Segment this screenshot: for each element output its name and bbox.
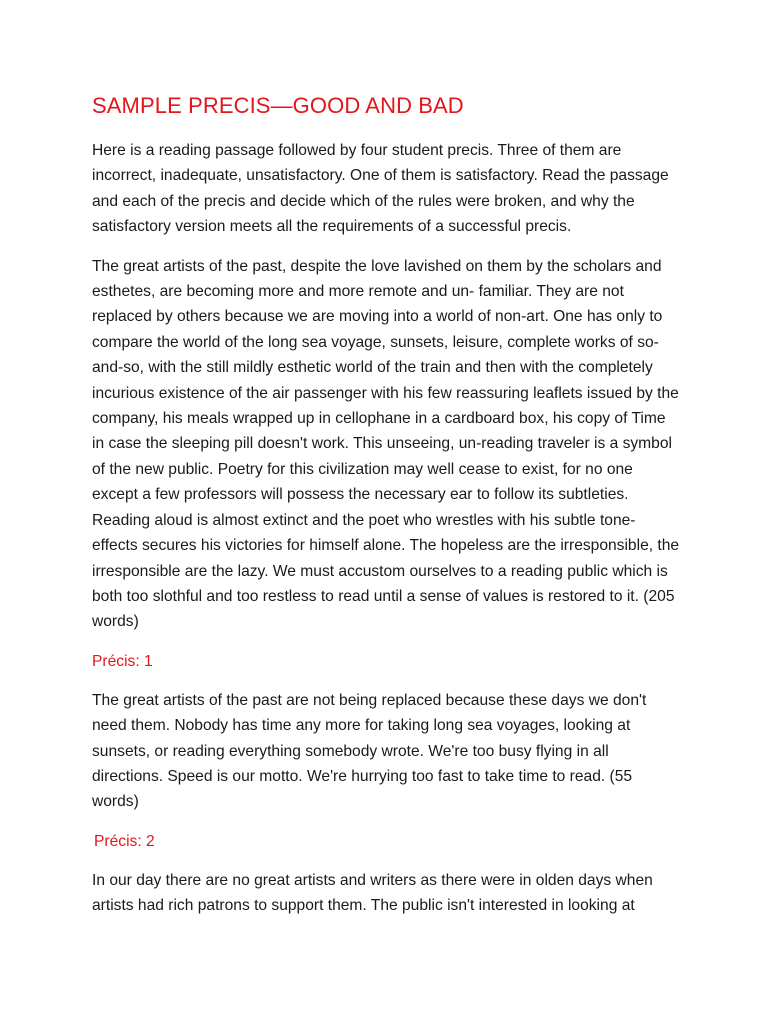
intro-paragraph: Here is a reading passage followed by four student precis. Three of them are incorrect, inadequate, unsatisfactory. One of them is satisfactory. Read the passage and each of the precis and decide which of the rules were broken, and why the satisfactory version meets all the requirements of a successful precis. (92, 142, 669, 236)
precis-2-text: In our day there are no great artists and writers as there were in olden days when artists had rich patrons to support them. The public isn't interested in looking at (92, 871, 653, 915)
document-title: SAMPLE PRECIS—GOOD AND BAD (92, 93, 464, 118)
reading-passage: The great artists of the past, despite the love lavished on them by the scholars and esthetes, are becoming more and more remote and un- familiar. They are not replaced by others because we are moving into a world of non-art. One has only to compare the world of the long sea voyage, sunsets, leisure, complete works of so-and-so, with the still mildly esthetic world of the train and then with the completely incurious existence of the air passenger with his few reassuring leaflets issued by the company, his meals wrapped up in cellophane in a cardboard box, his copy of Time in case the sleeping pill doesn't work. This unseeing, un-reading traveler is a symbol of the new public. Poetry for this civilization may well cease to exist, for no one except a few professors will possess the necessary ear to follow its subtleties. Reading aloud is almost extinct and the poet who wrestles with his subtle tone-effects secures his victories for himself alone. The hopeless are the irresponsible, the irresponsible are the lazy. We must accustom ourselves to a reading public which is both too slothful and too restless to read until a sense of values is restored to it. (205 words) (92, 257, 680, 631)
precis-1-heading: Précis: 1 (92, 652, 153, 670)
precis-1-text: The great artists of the past are not being replaced because these days we don't need them. Nobody has time any more for taking long sea voyages, looking at sunsets, or reading everything somebody wrote. We're too busy flying in all directions. Speed is our motto. We're hurrying too fast to take time to read. (55 words) (92, 691, 647, 811)
precis-2-heading: Précis: 2 (94, 832, 155, 850)
document-page (92, 92, 680, 933)
